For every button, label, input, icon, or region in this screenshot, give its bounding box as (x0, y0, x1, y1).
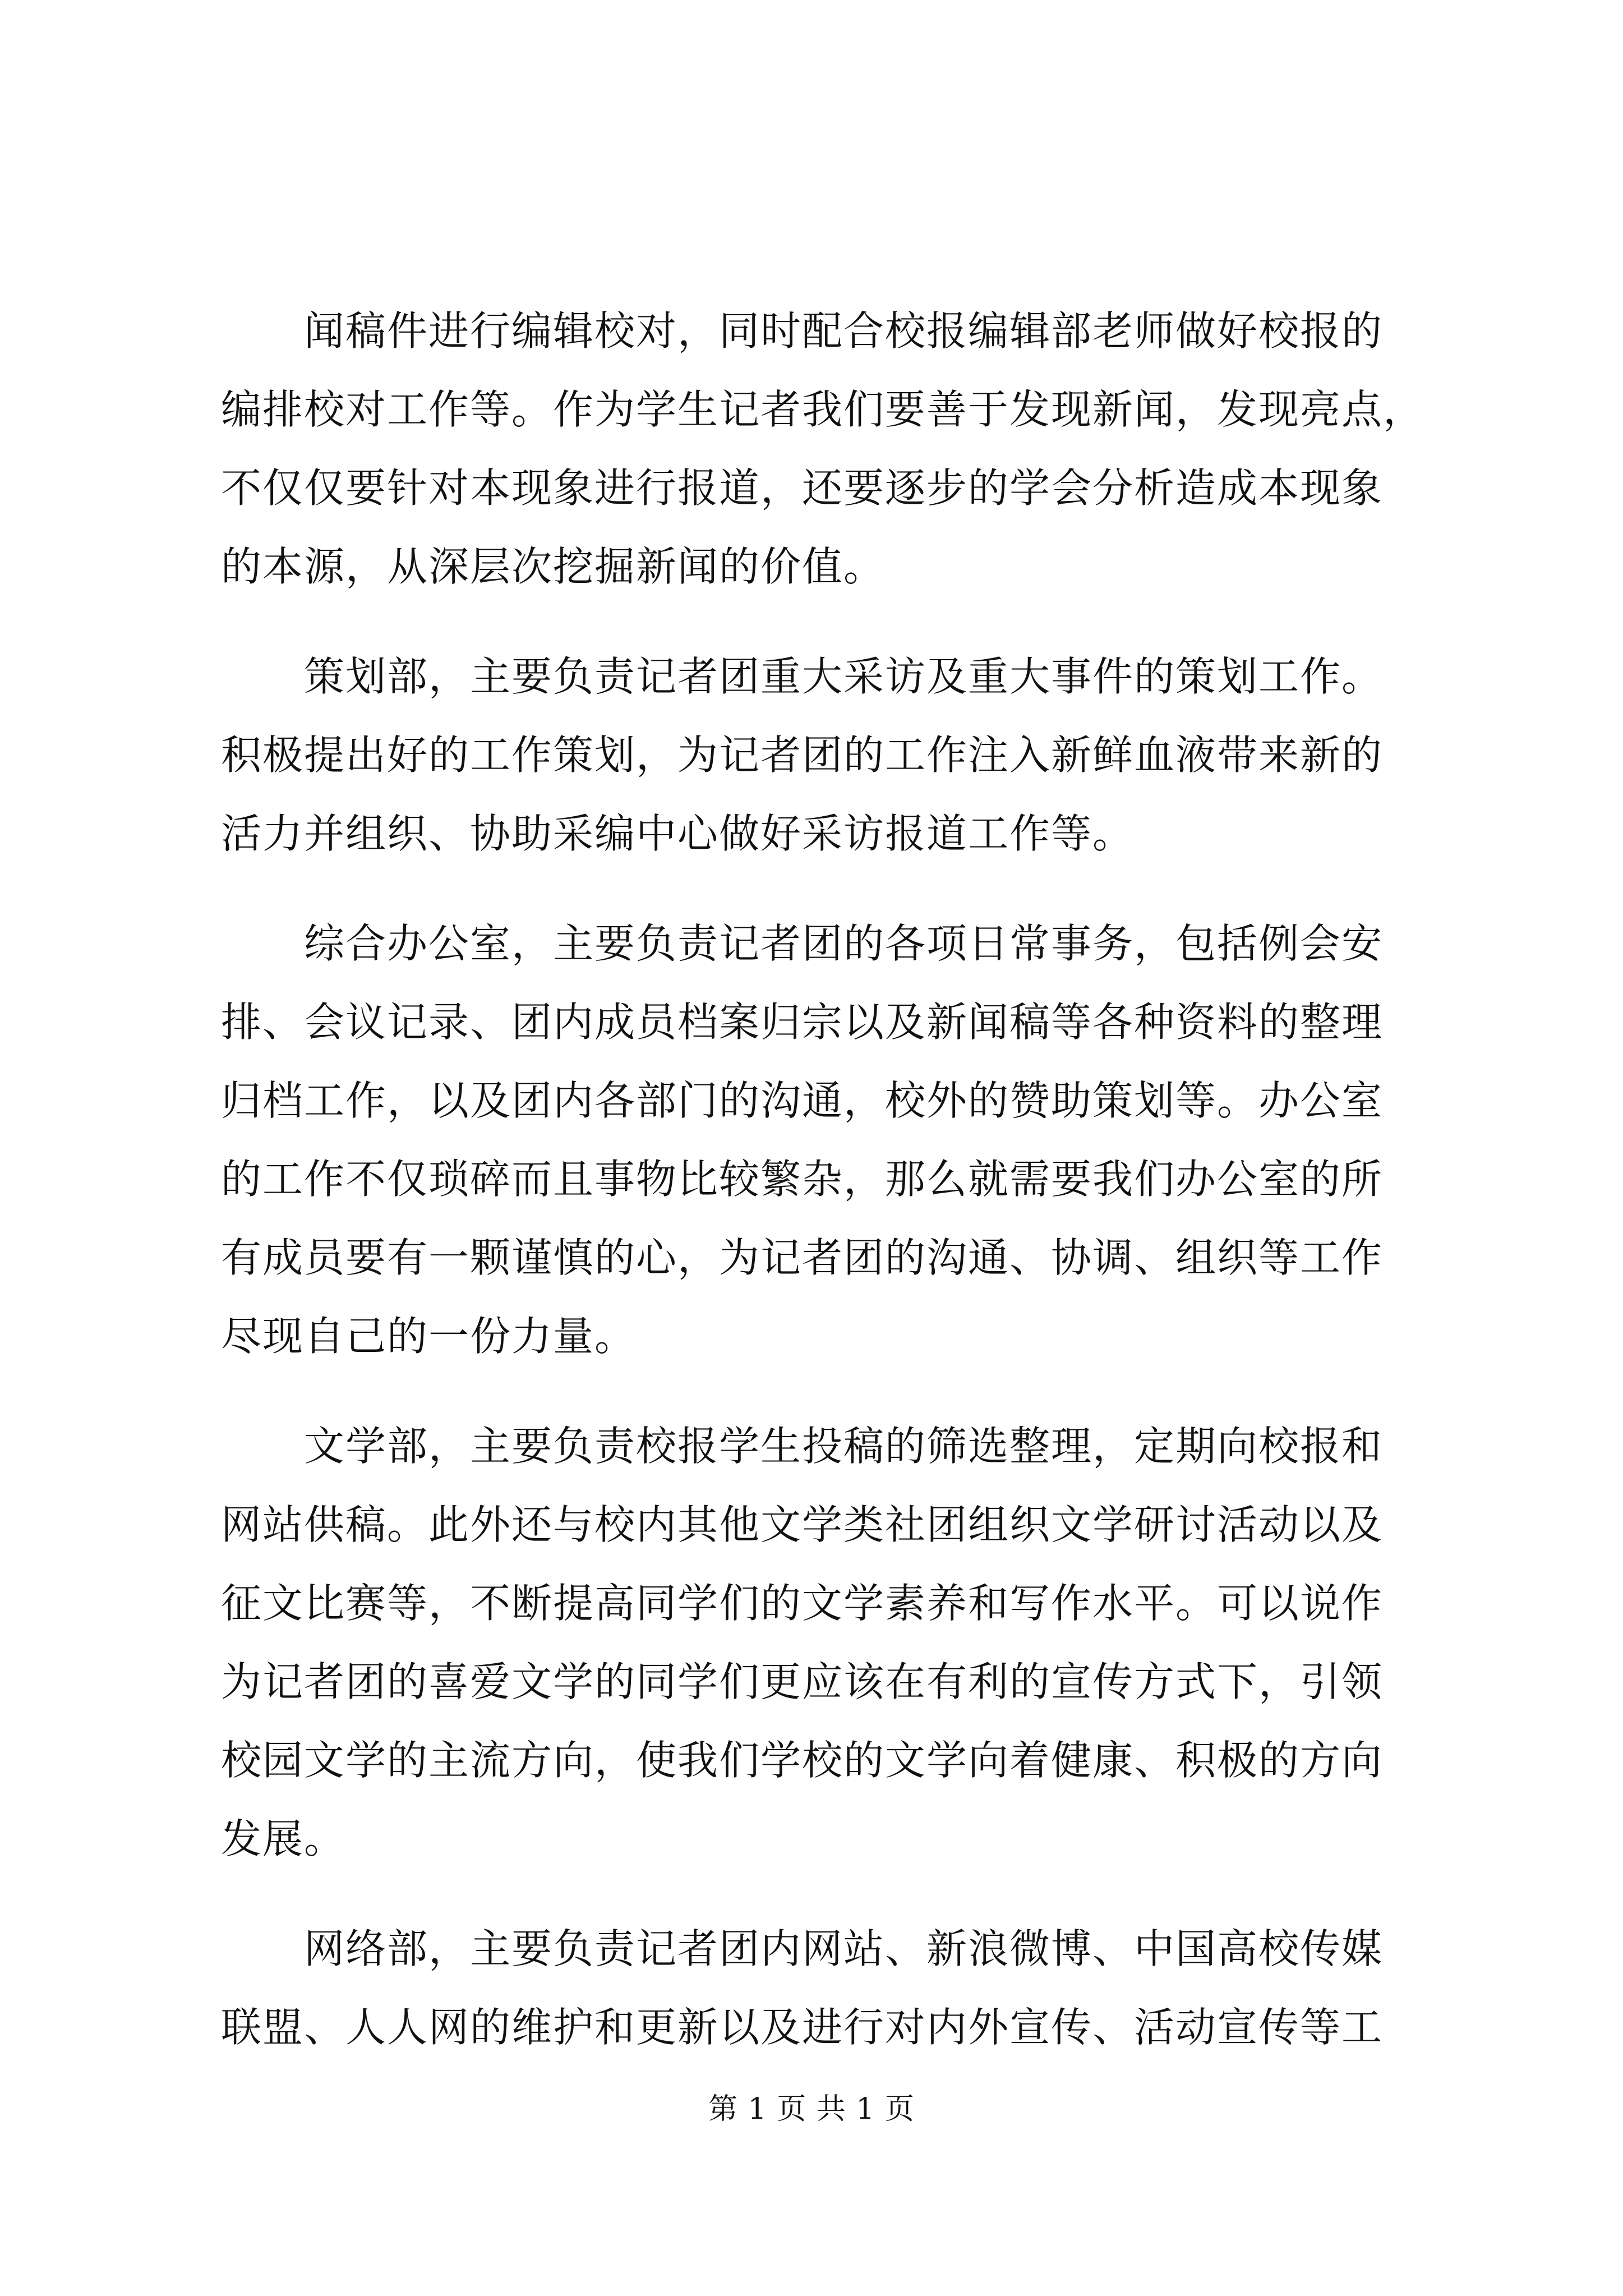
paragraph-literature-department (221, 1407, 1427, 1878)
text-line: 排、会议记录、团内成员档案归宗以及新闻稿等各种资料的整理 (221, 999, 1384, 1046)
document-body (221, 292, 1427, 2098)
text-line: 校园文学的主流方向，使我们学校的文学向着健康、积极的方向 (221, 1737, 1384, 1784)
text-line: 网络部，主要负责记者团内网站、新浪微博、中国高校传媒 (304, 1925, 1384, 1972)
text-line: 归档工作，以及团内各部门的沟通，校外的赞助策划等。办公室 (221, 1077, 1384, 1124)
text-line: 闻稿件进行编辑校对，同时配合校报编辑部老师做好校报的 (304, 307, 1384, 355)
text-line: 策划部，主要负责记者团重大采访及重大事件的策划工作。 (304, 653, 1384, 700)
text-line: 有成员要有一颗谨慎的心，为记者团的沟通、协调、组织等工作 (221, 1234, 1384, 1281)
text-line: 编排校对工作等。作为学生记者我们要善于发现新闻，发现亮点， (221, 386, 1425, 433)
text-line: 不仅仅要针对本现象进行报道，还要逐步的学会分析造成本现象 (221, 464, 1384, 512)
paragraph-network-department (221, 1910, 1427, 2067)
text-line: 为记者团的喜爱文学的同学们更应该在有利的宣传方式下，引领 (221, 1658, 1384, 1705)
text-line: 积极提出好的工作策划，为记者团的工作注入新鲜血液带来新的 (221, 731, 1384, 779)
paragraph-general-office (221, 904, 1427, 1375)
text-line: 发展。 (221, 1815, 346, 1862)
text-line: 尽现自己的一份力量。 (221, 1313, 637, 1360)
text-line: 征文比赛等，不断提高同学们的文学素养和写作水平。可以说作 (221, 1580, 1384, 1627)
text-line: 综合办公室，主要负责记者团的各项日常事务，包括例会安 (304, 920, 1384, 967)
text-line: 的本源，从深层次挖掘新闻的价值。 (221, 543, 886, 590)
page-footer (0, 2087, 1623, 2132)
paragraph-news-editing (221, 292, 1427, 606)
page-number-label: 第 1 页 共 1 页 (708, 2092, 915, 2126)
text-line: 网站供稿。此外还与校内其他文学类社团组织文学研讨活动以及 (221, 1501, 1384, 1548)
text-line: 的工作不仅琐碎而且事物比较繁杂，那么就需要我们办公室的所 (221, 1156, 1384, 1203)
text-line: 文学部，主要负责校报学生投稿的筛选整理，定期向校报和 (304, 1423, 1384, 1470)
paragraph-planning-department (221, 637, 1427, 873)
text-line: 活力并组织、协助采编中心做好采访报道工作等。 (221, 810, 1135, 857)
text-line: 联盟、人人网的维护和更新以及进行对内外宣传、活动宣传等工 (221, 2004, 1384, 2051)
